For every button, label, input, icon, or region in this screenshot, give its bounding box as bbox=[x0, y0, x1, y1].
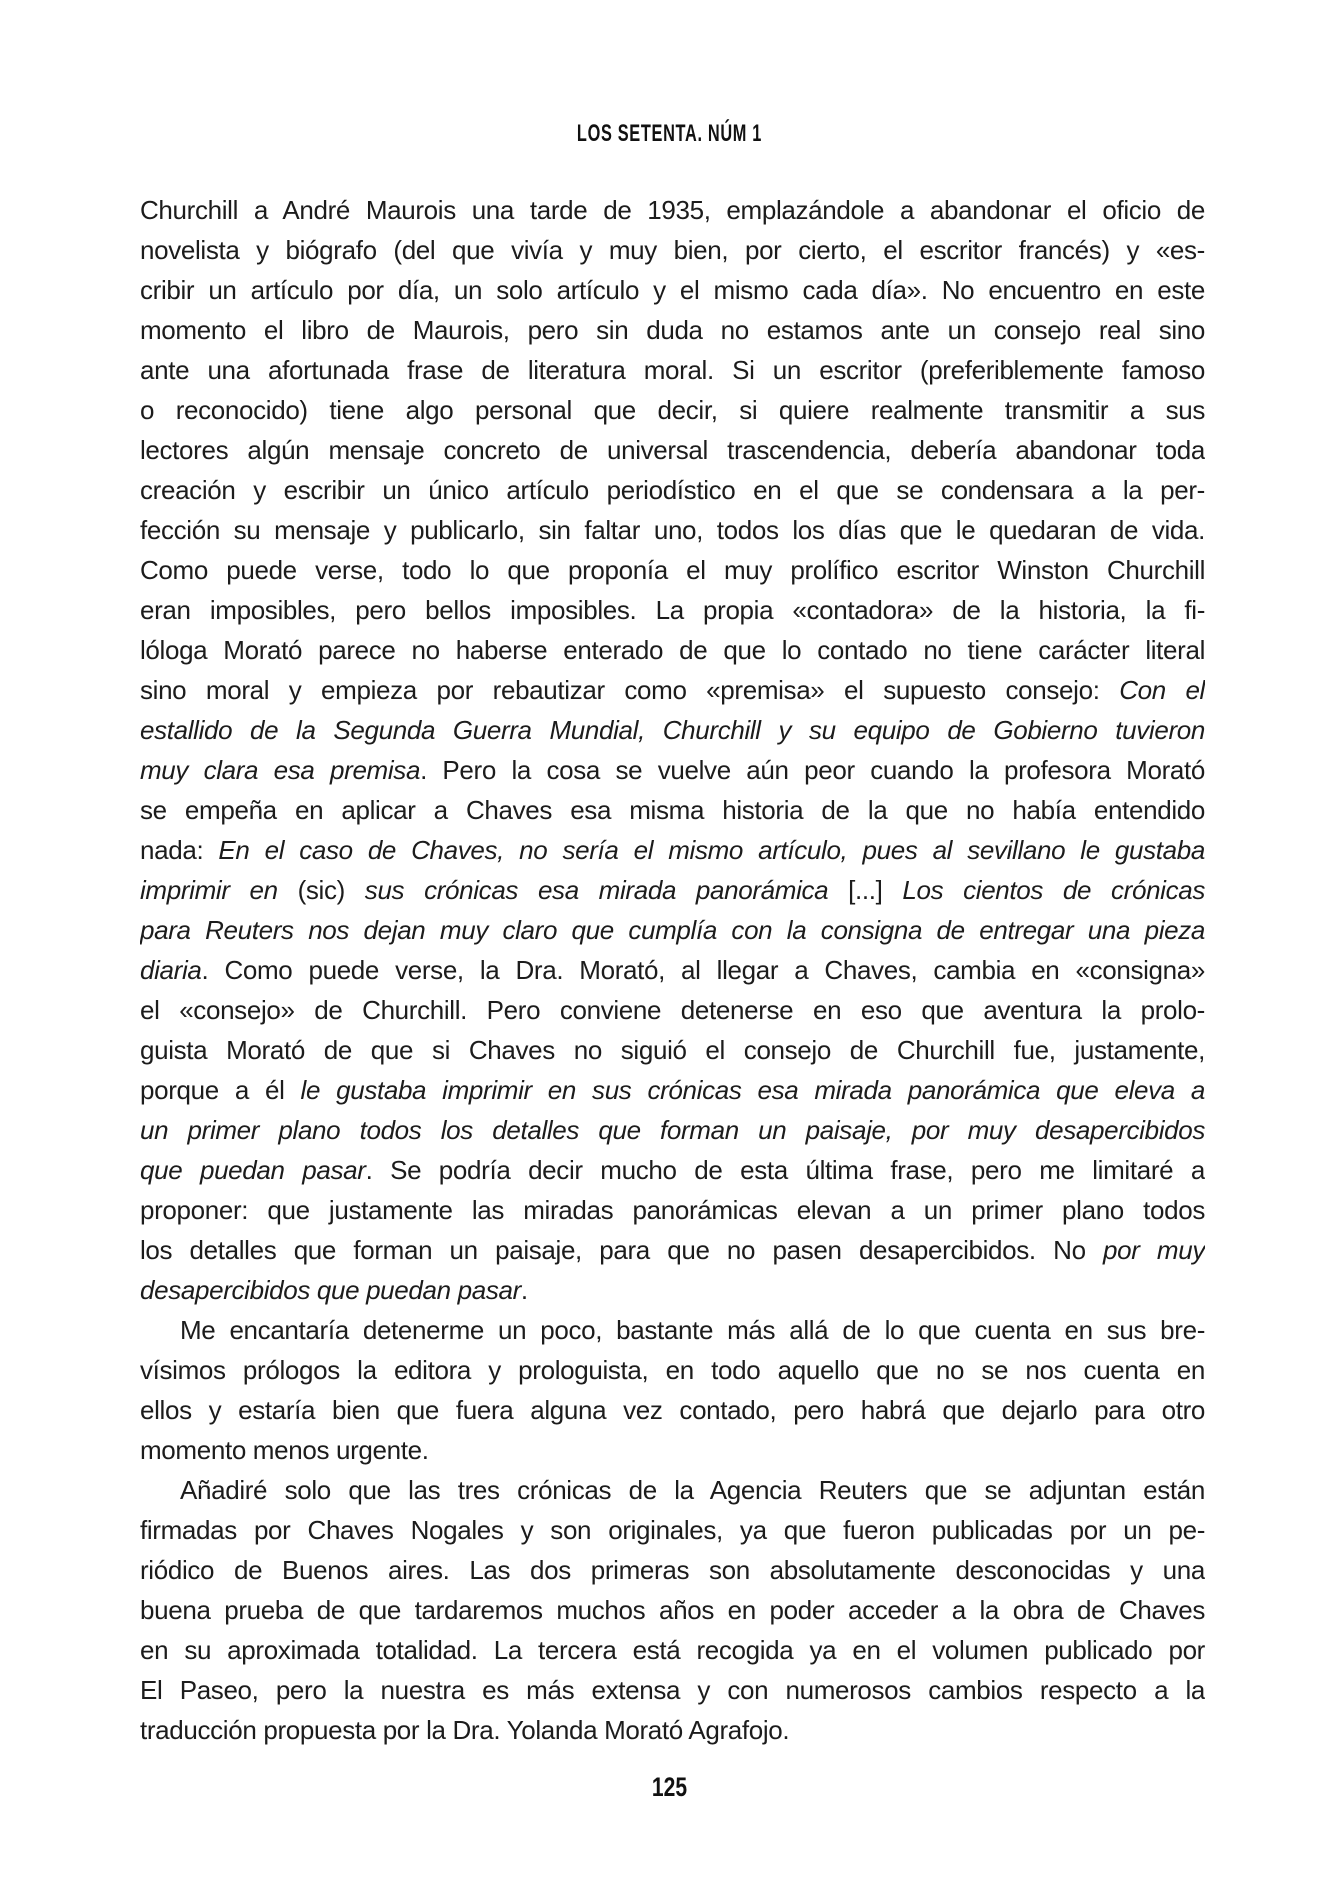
text-line: Añadiré solo que las tres crónicas de la Agencia Reuters que se adjuntan están bbox=[180, 1475, 1205, 1505]
text-line: lectores algún mensaje concreto de universal trascendencia, debería abandonar toda bbox=[140, 435, 1205, 465]
text-line: el «consejo» de Churchill. Pero conviene detenerse en eso que aventura la prolo- bbox=[140, 995, 1205, 1025]
text-line: Churchill a André Maurois una tarde de 1935, emplazándole a abandonar el oficio de bbox=[140, 195, 1205, 225]
text-line: nada: En el caso de Chaves, no sería el mismo artículo, pues al sevillano le gustaba bbox=[140, 835, 1205, 865]
text-line: ellos y estaría bien que fuera alguna vez contado, pero habrá que dejarlo para otro bbox=[140, 1395, 1205, 1425]
text-line: buena prueba de que tardaremos muchos años en poder acceder a la obra de Chaves bbox=[140, 1595, 1205, 1625]
text-line: estallido de la Segunda Guerra Mundial, Churchill y su equipo de Gobierno tuvieron bbox=[140, 715, 1205, 745]
text-line: se empeña en aplicar a Chaves esa misma historia de la que no había entendido bbox=[140, 795, 1205, 825]
text-line: Como puede verse, todo lo que proponía el muy prolífico escritor Winston Churchill bbox=[140, 555, 1205, 585]
text-line: o reconocido) tiene algo personal que decir, si quiere realmente transmitir a sus bbox=[140, 395, 1205, 425]
text-line: que puedan pasar. Se podría decir mucho de esta última frase, pero me limitaré a bbox=[140, 1155, 1205, 1185]
text-line: muy clara esa premisa. Pero la cosa se vuelve aún peor cuando la profesora Morató bbox=[140, 755, 1205, 785]
text-line: riódico de Buenos aires. Las dos primeras son absolutamente desconocidas y una bbox=[140, 1555, 1205, 1585]
page-number: 125 bbox=[651, 1772, 688, 1802]
text-block bbox=[140, 190, 1205, 1750]
text-line: momento el libro de Maurois, pero sin duda no estamos ante un consejo real sino bbox=[140, 315, 1205, 345]
text-line: novelista y biógrafo (del que vivía y muy bien, por cierto, el escritor francés) y «es- bbox=[140, 235, 1205, 265]
text-line: momento menos urgente. bbox=[140, 1435, 429, 1465]
text-line: porque a él le gustaba imprimir en sus crónicas esa mirada panorámica que eleva a bbox=[140, 1075, 1205, 1105]
text-line: proponer: que justamente las miradas panorámicas elevan a un primer plano todos bbox=[140, 1195, 1205, 1225]
text-line: ante una afortunada frase de literatura moral. Si un escritor (preferiblemente famoso bbox=[140, 355, 1205, 385]
text-line: El Paseo, pero la nuestra es más extensa y con numerosos cambios respecto a la bbox=[140, 1675, 1205, 1705]
text-line: cribir un artículo por día, un solo artículo y el mismo cada día». No encuentro en este bbox=[140, 275, 1205, 305]
text-line: en su aproximada totalidad. La tercera está recogida ya en el volumen publicado por bbox=[140, 1635, 1205, 1665]
running-header: LOS SETENTA. NÚM 1 bbox=[576, 120, 763, 147]
text-line: fección su mensaje y publicarlo, sin faltar uno, todos los días que le quedaran de vida. bbox=[140, 515, 1205, 545]
text-line: para Reuters nos dejan muy claro que cumplía con la consigna de entregar una pieza bbox=[140, 915, 1205, 945]
text-line: Me encantaría detenerme un poco, bastante más allá de lo que cuenta en sus bre- bbox=[180, 1315, 1205, 1345]
text-line: lóloga Morató parece no haberse enterado de que lo contado no tiene carácter literal bbox=[140, 635, 1205, 665]
text-line: traducción propuesta por la Dra. Yolanda Morató Agrafojo. bbox=[140, 1715, 790, 1745]
text-line: imprimir en (sic) sus crónicas esa mirada panorámica [...] Los cientos de crónicas bbox=[140, 875, 1205, 905]
text-line: sino moral y empieza por rebautizar como «premisa» el supuesto consejo: Con el bbox=[140, 675, 1205, 705]
text-line: diaria. Como puede verse, la Dra. Morató, al llegar a Chaves, cambia en «consigna» bbox=[140, 955, 1205, 985]
text-line: desapercibidos que puedan pasar. bbox=[140, 1275, 528, 1305]
text-line: los detalles que forman un paisaje, para que no pasen desapercibidos. No por muy bbox=[140, 1235, 1205, 1265]
text-line: creación y escribir un único artículo periodístico en el que se condensara a la per- bbox=[140, 475, 1205, 505]
text-line: vísimos prólogos la editora y prologuista, en todo aquello que no se nos cuenta en bbox=[140, 1355, 1205, 1385]
text-line: un primer plano todos los detalles que forman un paisaje, por muy desapercibidos bbox=[140, 1115, 1205, 1145]
text-line: eran imposibles, pero bellos imposibles. La propia «contadora» de la historia, la fi- bbox=[140, 595, 1205, 625]
text-line: firmadas por Chaves Nogales y son originales, ya que fueron publicadas por un pe- bbox=[140, 1515, 1205, 1545]
text-line: guista Morató de que si Chaves no siguió el consejo de Churchill fue, justamente, bbox=[140, 1035, 1205, 1065]
